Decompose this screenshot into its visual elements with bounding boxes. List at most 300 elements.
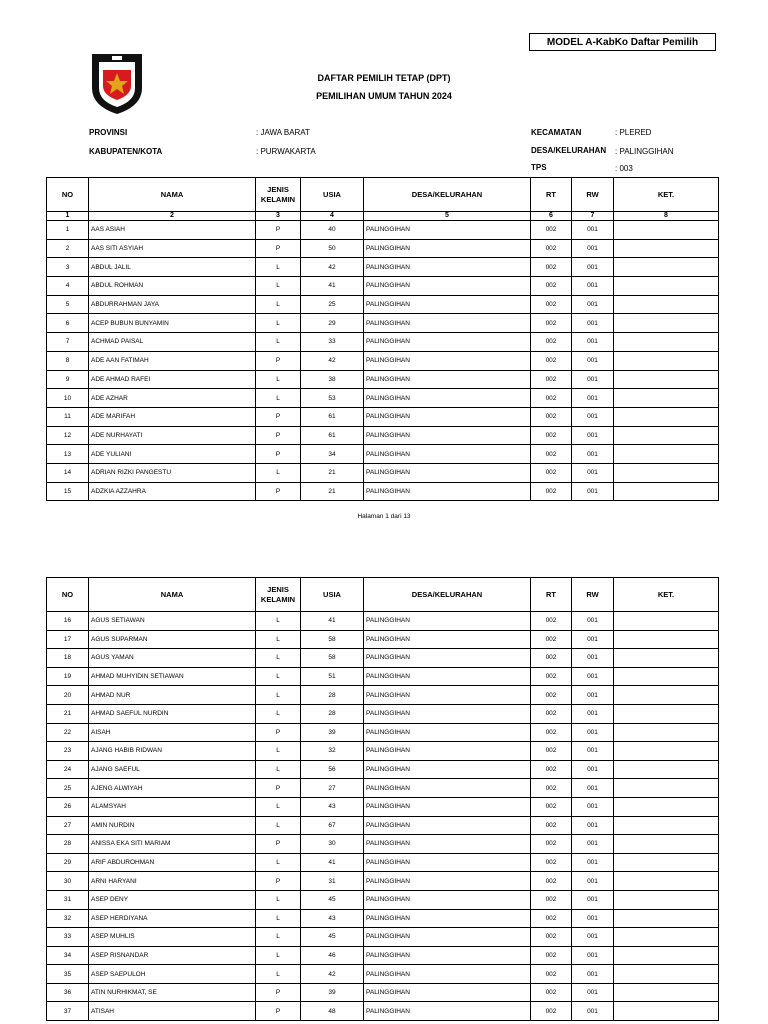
cell-jenis-kelamin: P	[256, 1002, 301, 1021]
cell-rt: 002	[531, 445, 572, 464]
cell-no: 5	[47, 295, 89, 314]
cell-nama: AJANG SAEFUL	[89, 760, 256, 779]
cell-desa: PALINGGIHAN	[364, 239, 531, 258]
cell-nama: ABDUL ROHMAN	[89, 277, 256, 296]
cell-desa: PALINGGIHAN	[364, 835, 531, 854]
cell-rw: 001	[572, 816, 614, 835]
cell-no: 34	[47, 946, 89, 965]
cell-usia: 27	[301, 779, 364, 798]
cell-desa: PALINGGIHAN	[364, 370, 531, 389]
cell-usia: 39	[301, 723, 364, 742]
cell-rw: 001	[572, 1002, 614, 1021]
cell-desa: PALINGGIHAN	[364, 742, 531, 761]
cell-desa: PALINGGIHAN	[364, 909, 531, 928]
cell-jenis-kelamin: L	[256, 890, 301, 909]
col-header-jenis-kelamin: JENIS KELAMIN	[256, 578, 301, 612]
cell-desa: PALINGGIHAN	[364, 853, 531, 872]
cell-desa: PALINGGIHAN	[364, 426, 531, 445]
table-row	[47, 723, 719, 742]
cell-rt: 002	[531, 946, 572, 965]
col-number: 6	[531, 212, 572, 221]
cell-no: 35	[47, 965, 89, 984]
cell-jenis-kelamin: P	[256, 723, 301, 742]
col-number: 4	[301, 212, 364, 221]
cell-no: 36	[47, 983, 89, 1002]
cell-nama: AAS SITI ASYIAH	[89, 239, 256, 258]
cell-nama: ADE AZHAR	[89, 389, 256, 408]
cell-rt: 002	[531, 239, 572, 258]
cell-rw: 001	[572, 482, 614, 501]
cell-nama: ARIF ABDUROHMAN	[89, 853, 256, 872]
cell-rt: 002	[531, 686, 572, 705]
cell-jenis-kelamin: L	[256, 258, 301, 277]
cell-usia: 53	[301, 389, 364, 408]
cell-usia: 21	[301, 482, 364, 501]
cell-rw: 001	[572, 909, 614, 928]
cell-jenis-kelamin: L	[256, 928, 301, 947]
cell-desa: PALINGGIHAN	[364, 890, 531, 909]
cell-rw: 001	[572, 295, 614, 314]
cell-ket	[614, 482, 719, 501]
cell-no: 4	[47, 277, 89, 296]
cell-ket	[614, 686, 719, 705]
table-row	[47, 686, 719, 705]
cell-nama: AJANG HABIB RIDWAN	[89, 742, 256, 761]
col-header-jenis-kelamin: JENIS KELAMIN	[256, 178, 301, 212]
cell-usia: 42	[301, 965, 364, 984]
cell-no: 28	[47, 835, 89, 854]
table-row	[47, 1002, 719, 1021]
cell-jenis-kelamin: L	[256, 742, 301, 761]
cell-rw: 001	[572, 277, 614, 296]
cell-nama: ARNI HARYANI	[89, 872, 256, 891]
cell-rt: 002	[531, 314, 572, 333]
provinsi-label: PROVINSI	[89, 128, 128, 137]
cell-rw: 001	[572, 463, 614, 482]
col-number: 1	[47, 212, 89, 221]
cell-rt: 002	[531, 853, 572, 872]
cell-rt: 002	[531, 723, 572, 742]
table-row	[47, 928, 719, 947]
voter-table-page-2	[46, 577, 719, 1021]
cell-ket	[614, 983, 719, 1002]
cell-usia: 41	[301, 277, 364, 296]
cell-no: 23	[47, 742, 89, 761]
cell-desa: PALINGGIHAN	[364, 928, 531, 947]
cell-ket	[614, 1002, 719, 1021]
cell-jenis-kelamin: L	[256, 909, 301, 928]
cell-jenis-kelamin: L	[256, 667, 301, 686]
cell-rw: 001	[572, 742, 614, 761]
cell-rt: 002	[531, 983, 572, 1002]
cell-jenis-kelamin: L	[256, 463, 301, 482]
col-number: 5	[364, 212, 531, 221]
cell-no: 19	[47, 667, 89, 686]
cell-rt: 002	[531, 351, 572, 370]
cell-rt: 002	[531, 872, 572, 891]
cell-rw: 001	[572, 723, 614, 742]
cell-nama: AISAH	[89, 723, 256, 742]
col-header-ket: KET.	[614, 178, 719, 212]
cell-usia: 43	[301, 909, 364, 928]
cell-rw: 001	[572, 853, 614, 872]
cell-rw: 001	[572, 649, 614, 668]
cell-desa: PALINGGIHAN	[364, 779, 531, 798]
cell-no: 32	[47, 909, 89, 928]
cell-usia: 58	[301, 649, 364, 668]
cell-usia: 41	[301, 612, 364, 631]
cell-rt: 002	[531, 704, 572, 723]
col-header-usia: USIA	[301, 178, 364, 212]
cell-desa: PALINGGIHAN	[364, 872, 531, 891]
cell-rt: 002	[531, 797, 572, 816]
cell-rw: 001	[572, 612, 614, 631]
cell-no: 17	[47, 630, 89, 649]
cell-rw: 001	[572, 946, 614, 965]
page-footer: Halaman 1 dari 13	[357, 513, 411, 520]
cell-nama: AGUS YAMAN	[89, 649, 256, 668]
cell-rt: 002	[531, 389, 572, 408]
col-header-rt: RT	[531, 178, 572, 212]
cell-usia: 28	[301, 686, 364, 705]
voter-table-page-1	[46, 177, 719, 501]
cell-no: 30	[47, 872, 89, 891]
table-row	[47, 333, 719, 352]
cell-rw: 001	[572, 760, 614, 779]
cell-usia: 38	[301, 370, 364, 389]
cell-rt: 002	[531, 258, 572, 277]
cell-jenis-kelamin: L	[256, 704, 301, 723]
cell-desa: PALINGGIHAN	[364, 351, 531, 370]
cell-usia: 28	[301, 704, 364, 723]
voter-rows-page-1	[47, 221, 719, 501]
cell-nama: ASEP MUHLIS	[89, 928, 256, 947]
cell-rw: 001	[572, 221, 614, 240]
col-header-desa: DESA/KELURAHAN	[364, 178, 531, 212]
cell-usia: 34	[301, 445, 364, 464]
col-number: 7	[572, 212, 614, 221]
cell-usia: 32	[301, 742, 364, 761]
table-row	[47, 258, 719, 277]
cell-no: 37	[47, 1002, 89, 1021]
cell-ket	[614, 612, 719, 631]
table-row	[47, 482, 719, 501]
table-row	[47, 445, 719, 464]
cell-usia: 41	[301, 853, 364, 872]
cell-ket	[614, 760, 719, 779]
cell-nama: AAS ASIAH	[89, 221, 256, 240]
col-header-no: NO	[47, 578, 89, 612]
cell-desa: PALINGGIHAN	[364, 797, 531, 816]
cell-desa: PALINGGIHAN	[364, 630, 531, 649]
kecamatan-label: KECAMATAN	[531, 128, 582, 137]
table-row	[47, 221, 719, 240]
kecamatan-value: : PLERED	[615, 128, 652, 137]
cell-rw: 001	[572, 686, 614, 705]
cell-usia: 33	[301, 333, 364, 352]
cell-desa: PALINGGIHAN	[364, 482, 531, 501]
cell-ket	[614, 742, 719, 761]
cell-rw: 001	[572, 983, 614, 1002]
cell-jenis-kelamin: L	[256, 389, 301, 408]
cell-desa: PALINGGIHAN	[364, 704, 531, 723]
cell-ket	[614, 723, 719, 742]
cell-jenis-kelamin: L	[256, 370, 301, 389]
cell-desa: PALINGGIHAN	[364, 295, 531, 314]
voter-rows-page-2	[47, 612, 719, 1021]
table-row	[47, 407, 719, 426]
cell-desa: PALINGGIHAN	[364, 445, 531, 464]
cell-rt: 002	[531, 277, 572, 296]
cell-jenis-kelamin: P	[256, 872, 301, 891]
table-row	[47, 965, 719, 984]
cell-rt: 002	[531, 965, 572, 984]
col-header-usia: USIA	[301, 578, 364, 612]
col-number: 2	[89, 212, 256, 221]
cell-desa: PALINGGIHAN	[364, 258, 531, 277]
cell-ket	[614, 965, 719, 984]
cell-nama: AHMAD NUR	[89, 686, 256, 705]
cell-rt: 002	[531, 890, 572, 909]
cell-no: 33	[47, 928, 89, 947]
model-label: MODEL A-KabKo Daftar Pemilih	[529, 33, 716, 51]
cell-ket	[614, 890, 719, 909]
cell-rt: 002	[531, 463, 572, 482]
cell-usia: 51	[301, 667, 364, 686]
cell-ket	[614, 797, 719, 816]
desa-value: : PALINGGIHAN	[615, 147, 674, 156]
table-row	[47, 463, 719, 482]
cell-desa: PALINGGIHAN	[364, 649, 531, 668]
cell-usia: 48	[301, 1002, 364, 1021]
cell-nama: ALAMSYAH	[89, 797, 256, 816]
cell-ket	[614, 463, 719, 482]
cell-no: 26	[47, 797, 89, 816]
cell-usia: 25	[301, 295, 364, 314]
cell-jenis-kelamin: L	[256, 965, 301, 984]
cell-usia: 50	[301, 239, 364, 258]
cell-no: 3	[47, 258, 89, 277]
cell-jenis-kelamin: P	[256, 239, 301, 258]
cell-nama: ANISSA EKA SITI MARIAM	[89, 835, 256, 854]
cell-no: 7	[47, 333, 89, 352]
table-row	[47, 946, 719, 965]
cell-ket	[614, 853, 719, 872]
cell-no: 29	[47, 853, 89, 872]
cell-no: 14	[47, 463, 89, 482]
cell-nama: ATISAH	[89, 1002, 256, 1021]
cell-jenis-kelamin: P	[256, 221, 301, 240]
cell-rt: 002	[531, 1002, 572, 1021]
cell-desa: PALINGGIHAN	[364, 277, 531, 296]
cell-rt: 002	[531, 742, 572, 761]
cell-ket	[614, 370, 719, 389]
document-title: DAFTAR PEMILIH TETAP (DPT)	[317, 73, 451, 83]
cell-rt: 002	[531, 835, 572, 854]
table-row	[47, 835, 719, 854]
cell-desa: PALINGGIHAN	[364, 667, 531, 686]
table-row	[47, 760, 719, 779]
document-subtitle: PEMILIHAN UMUM TAHUN 2024	[316, 91, 452, 101]
cell-ket	[614, 667, 719, 686]
cell-usia: 45	[301, 928, 364, 947]
cell-desa: PALINGGIHAN	[364, 983, 531, 1002]
cell-no: 16	[47, 612, 89, 631]
cell-no: 27	[47, 816, 89, 835]
cell-nama: ADE AHMAD RAFEI	[89, 370, 256, 389]
cell-ket	[614, 630, 719, 649]
cell-no: 18	[47, 649, 89, 668]
cell-rt: 002	[531, 426, 572, 445]
cell-rw: 001	[572, 445, 614, 464]
cell-nama: ADRIAN RIZKI PANGESTU	[89, 463, 256, 482]
cell-jenis-kelamin: L	[256, 686, 301, 705]
cell-nama: AGUS SETIAWAN	[89, 612, 256, 631]
col-header-rw: RW	[572, 178, 614, 212]
cell-usia: 46	[301, 946, 364, 965]
cell-desa: PALINGGIHAN	[364, 816, 531, 835]
table-row	[47, 314, 719, 333]
cell-ket	[614, 872, 719, 891]
cell-rw: 001	[572, 370, 614, 389]
cell-usia: 56	[301, 760, 364, 779]
cell-usia: 42	[301, 351, 364, 370]
table-row	[47, 704, 719, 723]
table-row	[47, 816, 719, 835]
col-header-ket: KET.	[614, 578, 719, 612]
table-row	[47, 612, 719, 631]
cell-no: 2	[47, 239, 89, 258]
table-row	[47, 909, 719, 928]
cell-rw: 001	[572, 797, 614, 816]
col-header-nama: NAMA	[89, 178, 256, 212]
cell-desa: PALINGGIHAN	[364, 760, 531, 779]
col-header-nama: NAMA	[89, 578, 256, 612]
cell-nama: ADZKIA AZZAHRA	[89, 482, 256, 501]
cell-usia: 40	[301, 221, 364, 240]
cell-rw: 001	[572, 779, 614, 798]
table-row	[47, 389, 719, 408]
cell-ket	[614, 314, 719, 333]
cell-no: 25	[47, 779, 89, 798]
cell-nama: ASEP RISNANDAR	[89, 946, 256, 965]
table-row	[47, 667, 719, 686]
cell-ket	[614, 909, 719, 928]
cell-rw: 001	[572, 314, 614, 333]
table-row	[47, 797, 719, 816]
col-header-rt: RT	[531, 578, 572, 612]
cell-ket	[614, 426, 719, 445]
cell-jenis-kelamin: L	[256, 612, 301, 631]
cell-no: 9	[47, 370, 89, 389]
cell-ket	[614, 277, 719, 296]
cell-ket	[614, 221, 719, 240]
cell-usia: 45	[301, 890, 364, 909]
cell-ket	[614, 333, 719, 352]
cell-jenis-kelamin: P	[256, 407, 301, 426]
cell-nama: ADE NURHAYATI	[89, 426, 256, 445]
cell-nama: ACHMAD PAISAL	[89, 333, 256, 352]
cell-rw: 001	[572, 835, 614, 854]
cell-nama: ADE YULIANI	[89, 445, 256, 464]
cell-no: 20	[47, 686, 89, 705]
cell-rt: 002	[531, 333, 572, 352]
table-row	[47, 983, 719, 1002]
cell-desa: PALINGGIHAN	[364, 946, 531, 965]
cell-jenis-kelamin: P	[256, 835, 301, 854]
cell-jenis-kelamin: L	[256, 333, 301, 352]
table-row	[47, 351, 719, 370]
cell-usia: 29	[301, 314, 364, 333]
cell-usia: 42	[301, 258, 364, 277]
cell-rw: 001	[572, 389, 614, 408]
cell-jenis-kelamin: P	[256, 482, 301, 501]
col-number: 3	[256, 212, 301, 221]
cell-ket	[614, 779, 719, 798]
cell-nama: AHMAD SAEFUL NURDIN	[89, 704, 256, 723]
cell-ket	[614, 407, 719, 426]
cell-desa: PALINGGIHAN	[364, 463, 531, 482]
cell-desa: PALINGGIHAN	[364, 686, 531, 705]
table-row	[47, 277, 719, 296]
cell-nama: ABDURRAHMAN JAYA	[89, 295, 256, 314]
cell-jenis-kelamin: P	[256, 983, 301, 1002]
table-row	[47, 370, 719, 389]
cell-desa: PALINGGIHAN	[364, 389, 531, 408]
cell-desa: PALINGGIHAN	[364, 314, 531, 333]
cell-rw: 001	[572, 630, 614, 649]
cell-jenis-kelamin: P	[256, 779, 301, 798]
cell-rw: 001	[572, 333, 614, 352]
col-header-desa: DESA/KELURAHAN	[364, 578, 531, 612]
cell-nama: ABDUL JALIL	[89, 258, 256, 277]
cell-usia: 61	[301, 426, 364, 445]
cell-nama: ASEP DENY	[89, 890, 256, 909]
cell-rt: 002	[531, 630, 572, 649]
cell-desa: PALINGGIHAN	[364, 333, 531, 352]
cell-no: 31	[47, 890, 89, 909]
cell-usia: 58	[301, 630, 364, 649]
cell-rt: 002	[531, 649, 572, 668]
cell-jenis-kelamin: L	[256, 816, 301, 835]
tps-label: TPS	[531, 163, 547, 172]
cell-nama: ACEP BUBUN BUNYAMIN	[89, 314, 256, 333]
cell-rt: 002	[531, 370, 572, 389]
cell-usia: 30	[301, 835, 364, 854]
cell-nama: AMIN NURDIN	[89, 816, 256, 835]
cell-desa: PALINGGIHAN	[364, 1002, 531, 1021]
cell-jenis-kelamin: L	[256, 946, 301, 965]
cell-ket	[614, 649, 719, 668]
cell-no: 1	[47, 221, 89, 240]
cell-no: 21	[47, 704, 89, 723]
cell-nama: ASEP HERDIYANA	[89, 909, 256, 928]
cell-nama: AJENG ALWIYAH	[89, 779, 256, 798]
cell-desa: PALINGGIHAN	[364, 407, 531, 426]
tps-value: : 003	[615, 164, 633, 173]
table-row	[47, 630, 719, 649]
cell-desa: PALINGGIHAN	[364, 221, 531, 240]
table-row	[47, 779, 719, 798]
table-row	[47, 649, 719, 668]
cell-nama: ATIN NURHIKMAT, SE	[89, 983, 256, 1002]
table-row	[47, 426, 719, 445]
cell-rw: 001	[572, 928, 614, 947]
cell-rt: 002	[531, 612, 572, 631]
cell-usia: 31	[301, 872, 364, 891]
table-row	[47, 239, 719, 258]
col-header-no: NO	[47, 178, 89, 212]
